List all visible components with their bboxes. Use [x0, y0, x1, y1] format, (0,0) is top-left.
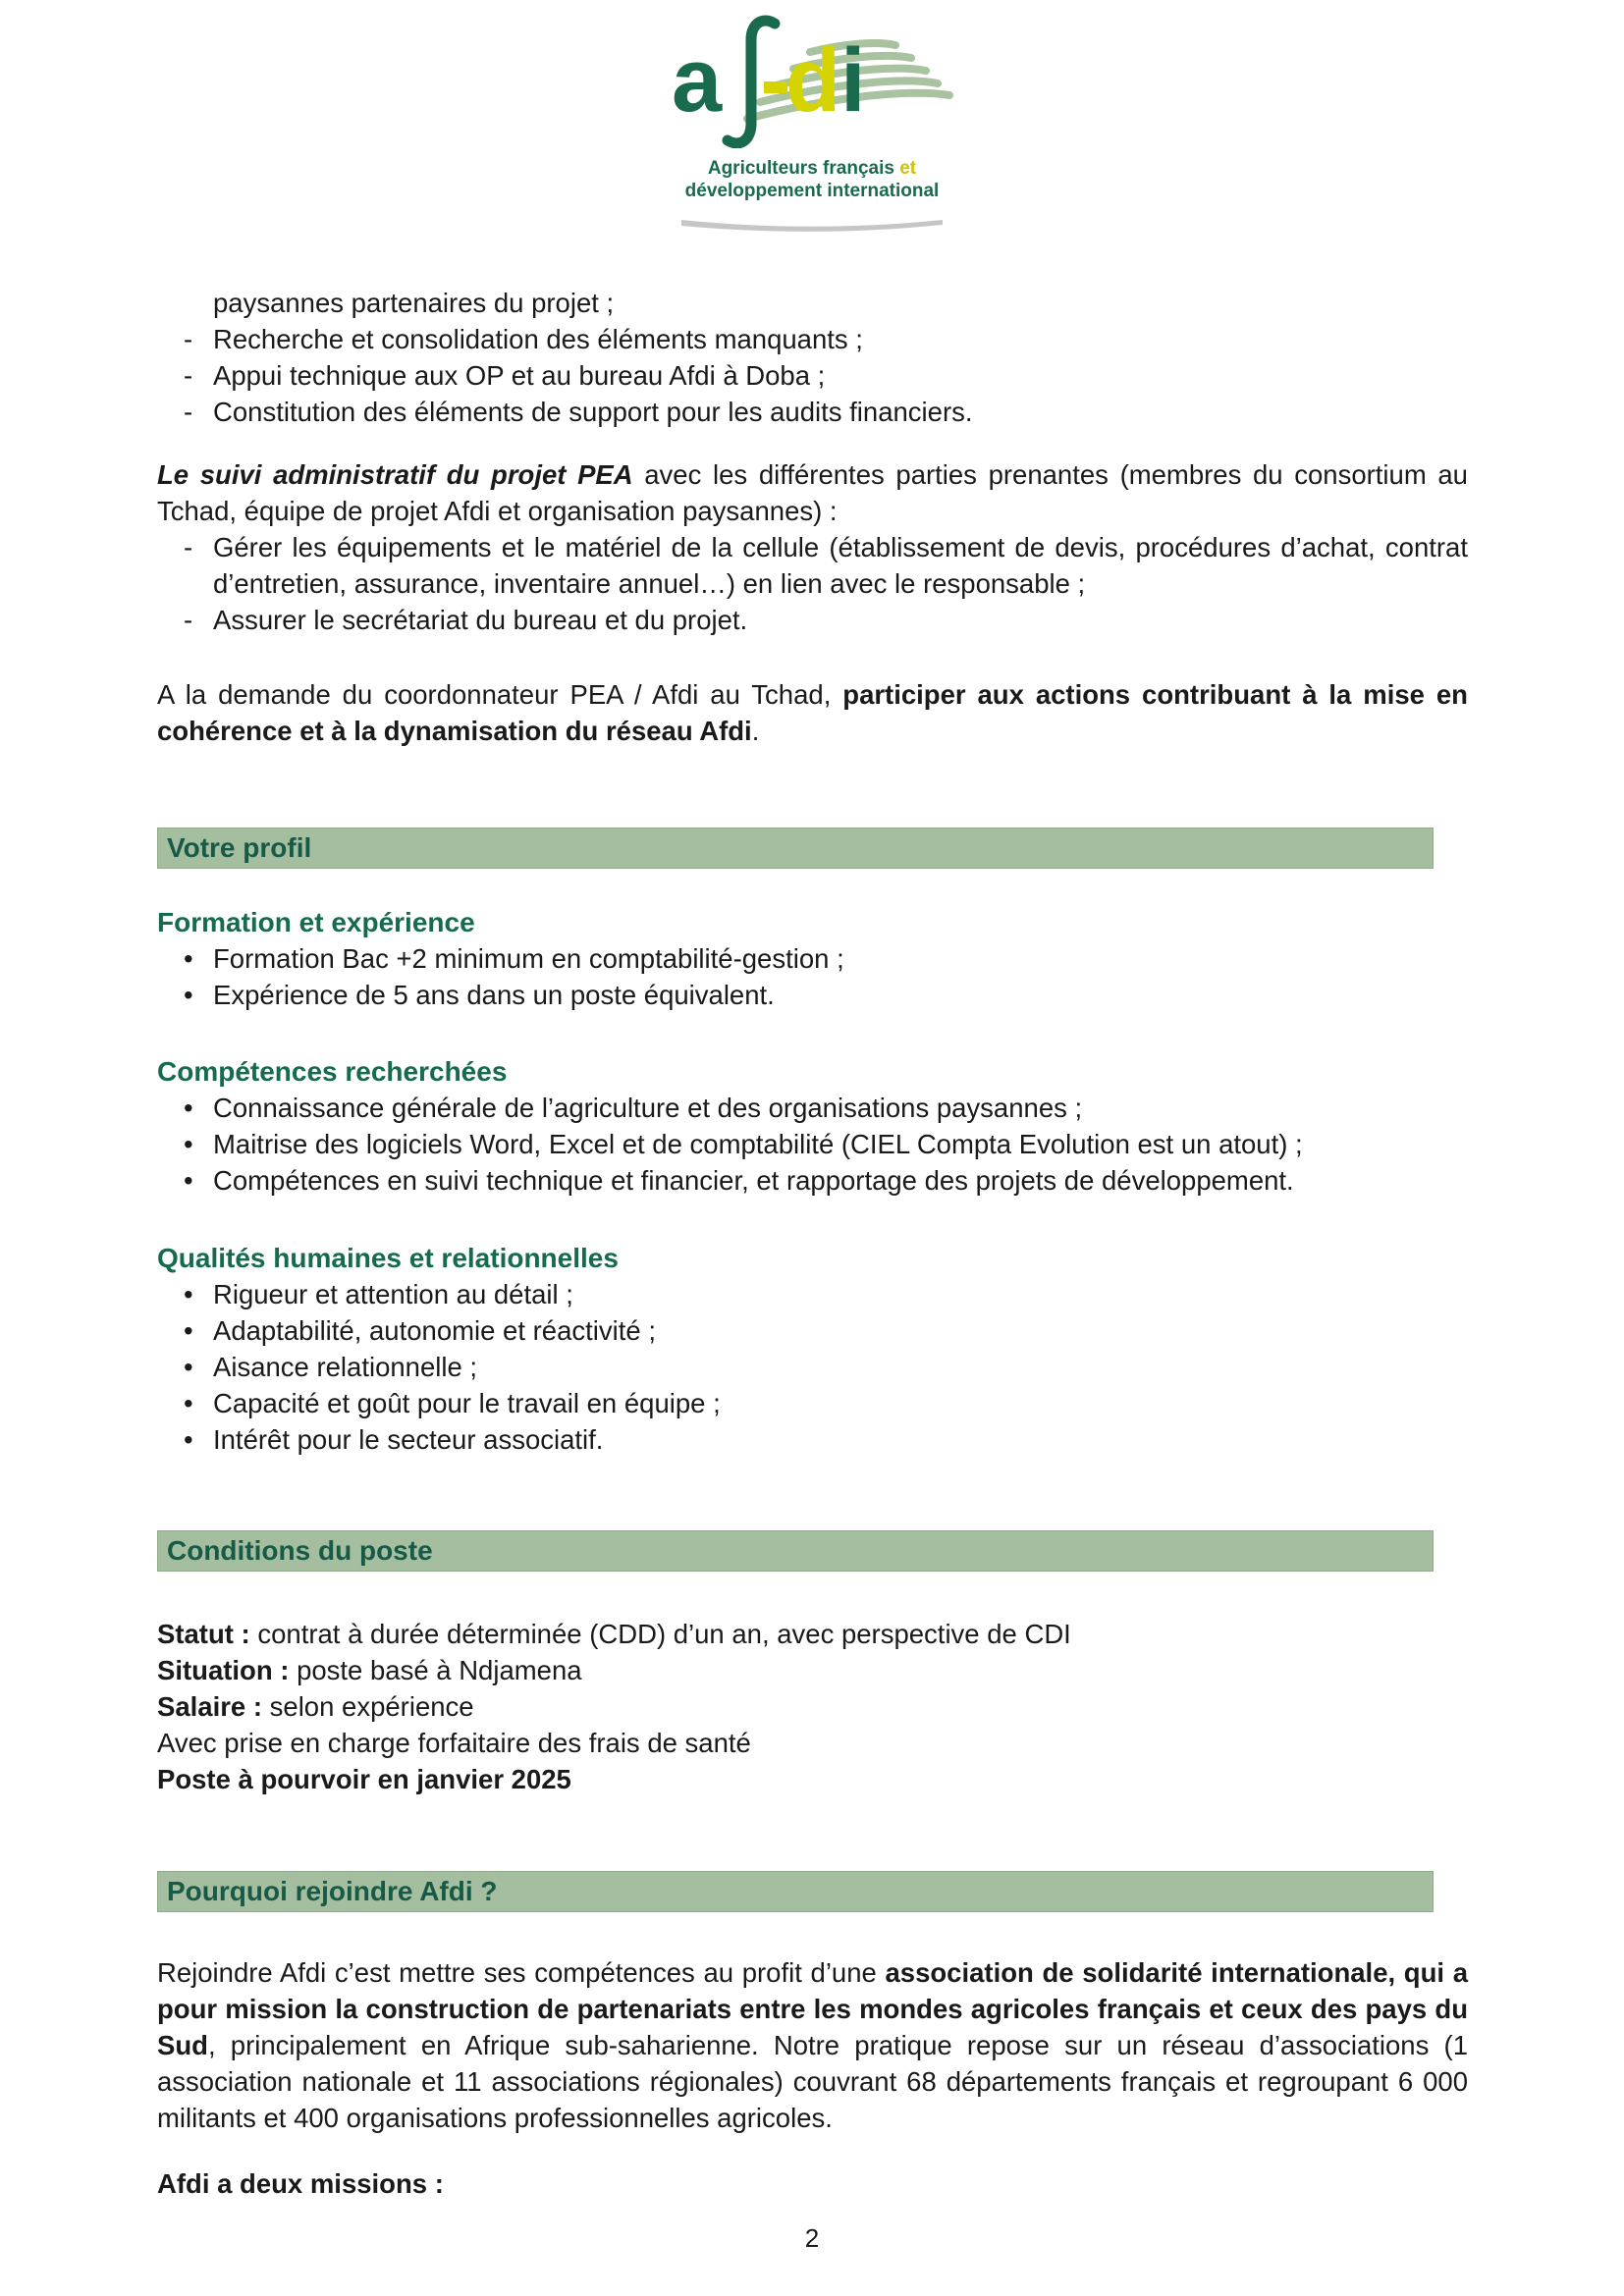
logo-hyphen	[764, 81, 787, 93]
task-list-financial	[157, 285, 1468, 430]
condition-value: contrat à durée déterminée (CDD) d’un an, avec perspective de CDI	[249, 1619, 1071, 1649]
section-header-conditions	[157, 1530, 1434, 1572]
logo-tagline-et: et	[899, 158, 917, 179]
dot-bullet-icon: •	[184, 1388, 193, 1418]
condition-value: Avec prise en charge forfaitaire des frais de santé	[157, 1728, 751, 1758]
paragraph-text: , principalement en Afrique sub-saharienne. Notre pratique repose sur un réseau d’associations (1 association nationale et 11 associations régionales) couvrant 68 départements français et regroupant 6 000 militants et 400 organisations professionnelles agricoles.	[157, 2030, 1468, 2133]
conditions-details	[157, 1616, 1468, 1797]
list-item	[157, 1276, 1468, 1312]
list-item	[157, 1126, 1468, 1162]
page-number: 2	[804, 2223, 820, 2253]
dot-bullet-icon: •	[184, 980, 193, 1010]
logo-tagline-text: Agriculteurs français	[707, 158, 894, 179]
list-item-text: Formation Bac +2 minimum en comptabilité-gestion ;	[213, 943, 844, 974]
logo-letter-a: a	[672, 30, 723, 131]
paragraph-text: .	[751, 716, 760, 746]
list-item-text: Compétences en suivi technique et financier, et rapportage des projets de développement.	[213, 1165, 1294, 1196]
logo-letter-i: i	[840, 30, 866, 131]
dash-bullet-icon: -	[184, 605, 193, 635]
list-item-text: Intérêt pour le secteur associatif.	[213, 1424, 604, 1455]
dot-bullet-icon: •	[184, 1165, 193, 1196]
list-item-text: paysannes partenaires du projet ;	[213, 288, 615, 318]
list-item-text: Gérer les équipements et le matériel de la cellule (établissement de devis, procédures d’achat, contrat d’entretien, assurance, inventaire annuel…) en lien avec le responsable ;	[213, 532, 1468, 599]
subsection-competences-title: Compétences recherchées	[157, 1056, 508, 1087]
logo-tagline-line1	[0, 157, 1624, 180]
bullet-list-qualites	[157, 1276, 1468, 1458]
condition-line-situation	[157, 1652, 1468, 1688]
paragraph-suivi-administratif	[157, 456, 1468, 529]
subsection-qualites-title: Qualités humaines et relationnelles	[157, 1243, 619, 1273]
logo-tagline	[0, 157, 1624, 202]
list-item	[157, 1421, 1468, 1458]
paragraph-text: Rejoindre Afdi c’est mettre ses compétences au profit d’une	[157, 1957, 886, 1988]
dot-bullet-icon: •	[184, 1315, 193, 1346]
list-item	[157, 1385, 1468, 1421]
list-item-text: Recherche et consolidation des éléments manquants ;	[213, 324, 863, 354]
missions-heading: Afdi a deux missions :	[157, 2168, 444, 2199]
list-item	[157, 1312, 1468, 1349]
list-item-text: Appui technique aux OP et au bureau Afdi à Doba ;	[213, 360, 826, 391]
section-title: Conditions du poste	[167, 1535, 433, 1566]
section-header-pourquoi	[157, 1871, 1434, 1912]
condition-line-sante	[157, 1725, 1468, 1761]
logo-letter-d: d	[785, 30, 841, 131]
lead-emphasis-text: Le suivi administratif du projet PEA	[157, 459, 633, 490]
list-item	[157, 357, 1468, 394]
dash-bullet-icon: -	[184, 397, 193, 427]
paragraph-bold-text: participer aux actions contribuant à la mise en cohérence et à la dynamisation du réseau Afdi	[157, 679, 1468, 746]
list-item	[157, 1349, 1468, 1385]
header-swoosh-divider	[679, 216, 945, 234]
list-item	[157, 940, 1468, 977]
dash-bullet-icon: -	[184, 532, 193, 562]
list-item-text: Adaptabilité, autonomie et réactivité ;	[213, 1315, 656, 1346]
dash-bullet-icon: -	[184, 360, 193, 391]
dot-bullet-icon: •	[184, 1352, 193, 1382]
section-title: Pourquoi rejoindre Afdi ?	[167, 1876, 498, 1906]
list-item	[157, 602, 1468, 638]
list-item-text: Capacité et goût pour le travail en équipe ;	[213, 1388, 721, 1418]
document-body	[157, 285, 1468, 2202]
list-item	[157, 977, 1468, 1013]
list-item-continuation	[157, 285, 1468, 321]
condition-value: selon expérience	[262, 1691, 474, 1722]
section-title: Votre profil	[167, 832, 312, 863]
condition-value: poste basé à Ndjamena	[289, 1655, 582, 1685]
subsection-formation-title: Formation et expérience	[157, 907, 475, 937]
page-header	[0, 0, 1624, 234]
paragraph-bold-text: association de solidarité internationale, qui a pour mission la construction de partenariats entre les mondes agricoles français et ceux des pays du Sud	[157, 1957, 1469, 2060]
task-list-admin	[157, 529, 1468, 638]
list-item	[157, 1090, 1468, 1126]
condition-label: Poste à pourvoir en janvier 2025	[157, 1764, 571, 1794]
dot-bullet-icon: •	[184, 1424, 193, 1455]
list-item	[157, 321, 1468, 357]
condition-label: Statut :	[157, 1619, 250, 1649]
list-item-text: Expérience de 5 ans dans un poste équivalent.	[213, 980, 775, 1010]
logo-tagline-line2: développement international	[684, 181, 940, 201]
list-item-text: Assurer le secrétariat du bureau et du projet.	[213, 605, 748, 635]
list-item-text: Constitution des éléments de support pour les audits financiers.	[213, 397, 973, 427]
condition-line-salaire	[157, 1688, 1468, 1725]
list-item-text: Maitrise des logiciels Word, Excel et de comptabilité (CIEL Compta Evolution est un atout) ;	[213, 1129, 1303, 1159]
condition-line-statut	[157, 1616, 1468, 1652]
condition-label: Situation :	[157, 1655, 290, 1685]
list-item	[157, 394, 1468, 430]
section-header-votre-profil	[157, 828, 1434, 869]
dash-bullet-icon: -	[184, 324, 193, 354]
lead-rest-text: avec les différentes parties prenantes (membres du consortium au Tchad, équipe de projet Afdi et organisation paysannes) :	[157, 459, 1468, 526]
list-item-text: Connaissance générale de l’agriculture et des organisations paysannes ;	[213, 1093, 1083, 1123]
list-item-text: Rigueur et attention au détail ;	[213, 1279, 573, 1309]
condition-line-poste	[157, 1761, 1468, 1797]
dot-bullet-icon: •	[184, 1279, 193, 1309]
condition-label: Salaire :	[157, 1691, 263, 1722]
dot-bullet-icon: •	[184, 943, 193, 974]
dot-bullet-icon: •	[184, 1129, 193, 1159]
paragraph-reseau-afdi	[157, 676, 1468, 749]
bullet-list-competences	[157, 1090, 1468, 1199]
list-item	[157, 529, 1468, 602]
afdi-logo	[650, 6, 974, 148]
bullet-list-formation	[157, 940, 1468, 1013]
dot-bullet-icon: •	[184, 1093, 193, 1123]
paragraph-text: A la demande du coordonnateur PEA / Afdi au Tchad,	[157, 679, 843, 710]
list-item-text: Aisance relationnelle ;	[213, 1352, 478, 1382]
paragraph-pourquoi-rejoindre	[157, 1954, 1468, 2136]
list-item	[157, 1162, 1468, 1199]
